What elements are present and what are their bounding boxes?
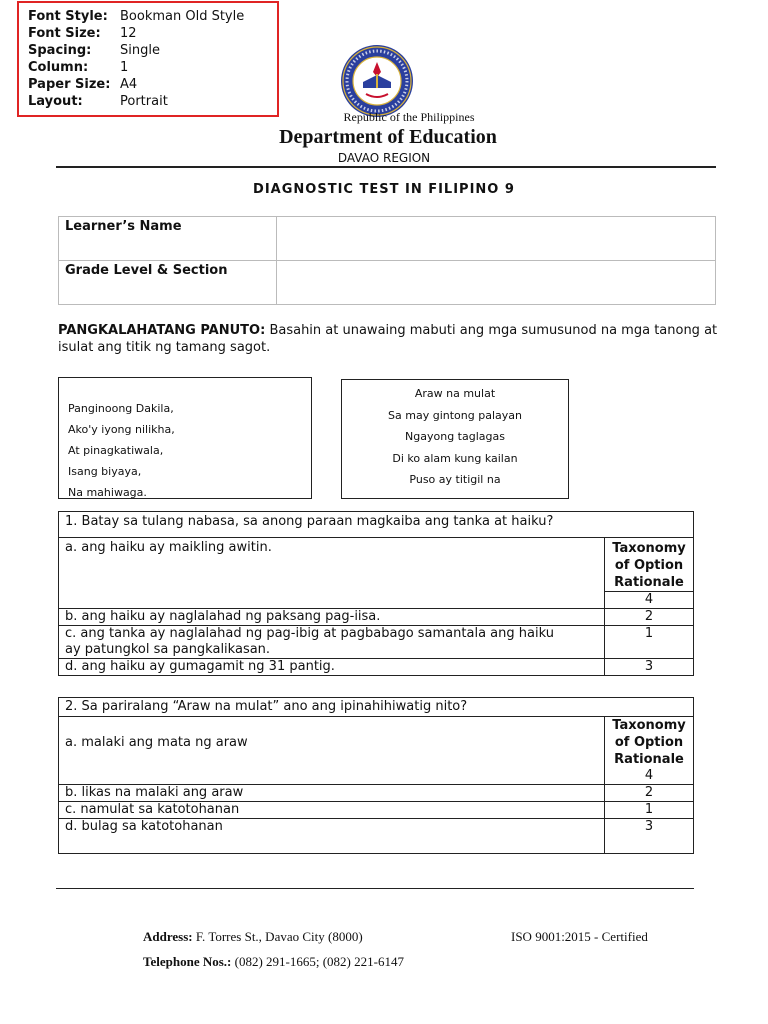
poem-line: Sa may gintong palayan <box>388 408 522 422</box>
spec-value: Single <box>120 43 160 58</box>
question-2-text: 2. Sa pariralang “Araw na mulat” ano ang ipinahihiwatig nito? <box>59 698 694 717</box>
question-row <box>59 512 694 538</box>
rationale-value: 3 <box>605 659 694 676</box>
poem-line: Araw na mulat <box>414 387 496 400</box>
poem-line: Ako'y iyong nilikha, <box>68 423 175 436</box>
rationale-header: Taxonomy of Option Rationale <box>605 538 694 592</box>
poem-line: Di ko alam kung kailan <box>392 451 518 465</box>
rationale-value: 3 <box>605 819 694 854</box>
address-value: F. Torres St., Davao City (8000) <box>192 929 363 944</box>
spec-label: Paper Size: <box>28 77 111 92</box>
spec-label: Spacing: <box>28 43 92 58</box>
spec-value: A4 <box>120 77 138 92</box>
grade-section-field[interactable] <box>277 261 716 305</box>
spec-row-paper-size <box>28 76 277 93</box>
instructions-text: Basahin at unawaing mabuti ang mga sumusunod na mga tanong at isulat ang titik ng tamang sagot. <box>58 323 718 355</box>
question-1-text: 1. Batay sa tulang nabasa, sa anong paraan magkaiba ang tanka at haiku? <box>59 512 694 538</box>
spec-row-layout <box>28 93 277 110</box>
poem-line: Puso ay titigil na <box>409 473 501 487</box>
option-row <box>59 717 694 769</box>
seal-torch-handle <box>376 74 378 88</box>
option-row <box>59 819 694 854</box>
rationale-value: 1 <box>605 802 694 819</box>
footer-telephone <box>143 954 404 970</box>
rationale-value: 2 <box>605 785 694 802</box>
rationale-header: Taxonomy of Option Rationale <box>605 717 694 769</box>
instructions-label: PANGKALAHATANG PANUTO: <box>58 323 266 338</box>
telephone-value: (082) 291-1665; (082) 221-6147 <box>231 954 404 969</box>
footer-divider <box>56 888 694 889</box>
question-1-table <box>58 511 694 676</box>
spec-row-font-style <box>28 8 277 25</box>
spec-label: Font Style: <box>28 9 108 24</box>
option-b[interactable]: b. ang haiku ay naglalahad ng paksang pag-iisa. <box>59 609 605 626</box>
learner-name-row <box>59 217 716 261</box>
poem-line: Na mahiwaga. <box>68 486 147 499</box>
spec-label: Column: <box>28 60 89 75</box>
region-line: DAVAO REGION <box>337 151 431 165</box>
spec-value: 12 <box>120 26 137 41</box>
option-c[interactable]: c. ang tanka ay naglalahad ng pag-ibig at pagbabago samantala ang haiku ay patungkol sa pangkalikasan. <box>59 626 605 659</box>
spec-value: Bookman Old Style <box>120 9 245 24</box>
option-b[interactable]: b. likas na malaki ang araw <box>59 785 605 802</box>
grade-section-row <box>59 261 716 305</box>
spec-row-font-size <box>28 25 277 42</box>
rationale-value: 2 <box>605 609 694 626</box>
option-row <box>59 626 694 659</box>
rationale-value: 1 <box>605 626 694 659</box>
header-divider <box>56 166 716 168</box>
option-row <box>59 785 694 802</box>
option-c[interactable]: c. namulat sa katotohanan <box>59 802 605 819</box>
spec-row-spacing <box>28 42 277 59</box>
footer-iso-certification: ISO 9001:2015 - Certified <box>511 929 648 944</box>
option-d[interactable]: d. bulag sa katotohanan <box>59 819 605 854</box>
republic-line: Republic of the Philippines <box>343 110 475 124</box>
poem-tanka-box <box>58 377 312 499</box>
option-row <box>59 802 694 819</box>
learner-name-label: Learner’s Name <box>59 217 277 261</box>
rationale-value: 4 <box>605 768 694 785</box>
option-row <box>59 538 694 592</box>
spec-value: Portrait <box>120 94 168 109</box>
question-row <box>59 698 694 717</box>
spec-label: Font Size: <box>28 26 101 41</box>
poem-line: At pinagkatiwala, <box>68 444 164 457</box>
learner-name-field[interactable] <box>277 217 716 261</box>
department-title: Department of Education <box>279 126 497 148</box>
deped-seal-logo <box>340 44 414 118</box>
learner-info-table <box>58 216 716 305</box>
footer-address <box>143 929 363 945</box>
option-d[interactable]: d. ang haiku ay gumagamit ng 31 pantig. <box>59 659 605 676</box>
option-a[interactable]: a. malaki ang mata ng araw <box>59 717 605 785</box>
spec-value: 1 <box>120 60 129 75</box>
poem-line: Isang biyaya, <box>68 465 142 478</box>
spec-label: Layout: <box>28 94 83 109</box>
poem-haiku-box <box>341 379 569 499</box>
address-label: Address: <box>143 929 193 944</box>
telephone-label: Telephone Nos.: <box>143 954 232 969</box>
question-2-table <box>58 697 694 854</box>
option-row <box>59 659 694 676</box>
poem-line: Ngayong taglagas <box>405 430 505 444</box>
grade-section-label: Grade Level & Section <box>59 261 277 305</box>
option-row <box>59 609 694 626</box>
rationale-value: 4 <box>605 592 694 609</box>
spec-row-column <box>28 59 277 76</box>
general-instructions <box>58 322 718 356</box>
option-a[interactable]: a. ang haiku ay maikling awitin. <box>59 538 605 609</box>
format-spec-box <box>17 1 279 117</box>
poem-line: Panginoong Dakila, <box>68 402 174 415</box>
test-title: DIAGNOSTIC TEST IN FILIPINO 9 <box>253 182 515 197</box>
